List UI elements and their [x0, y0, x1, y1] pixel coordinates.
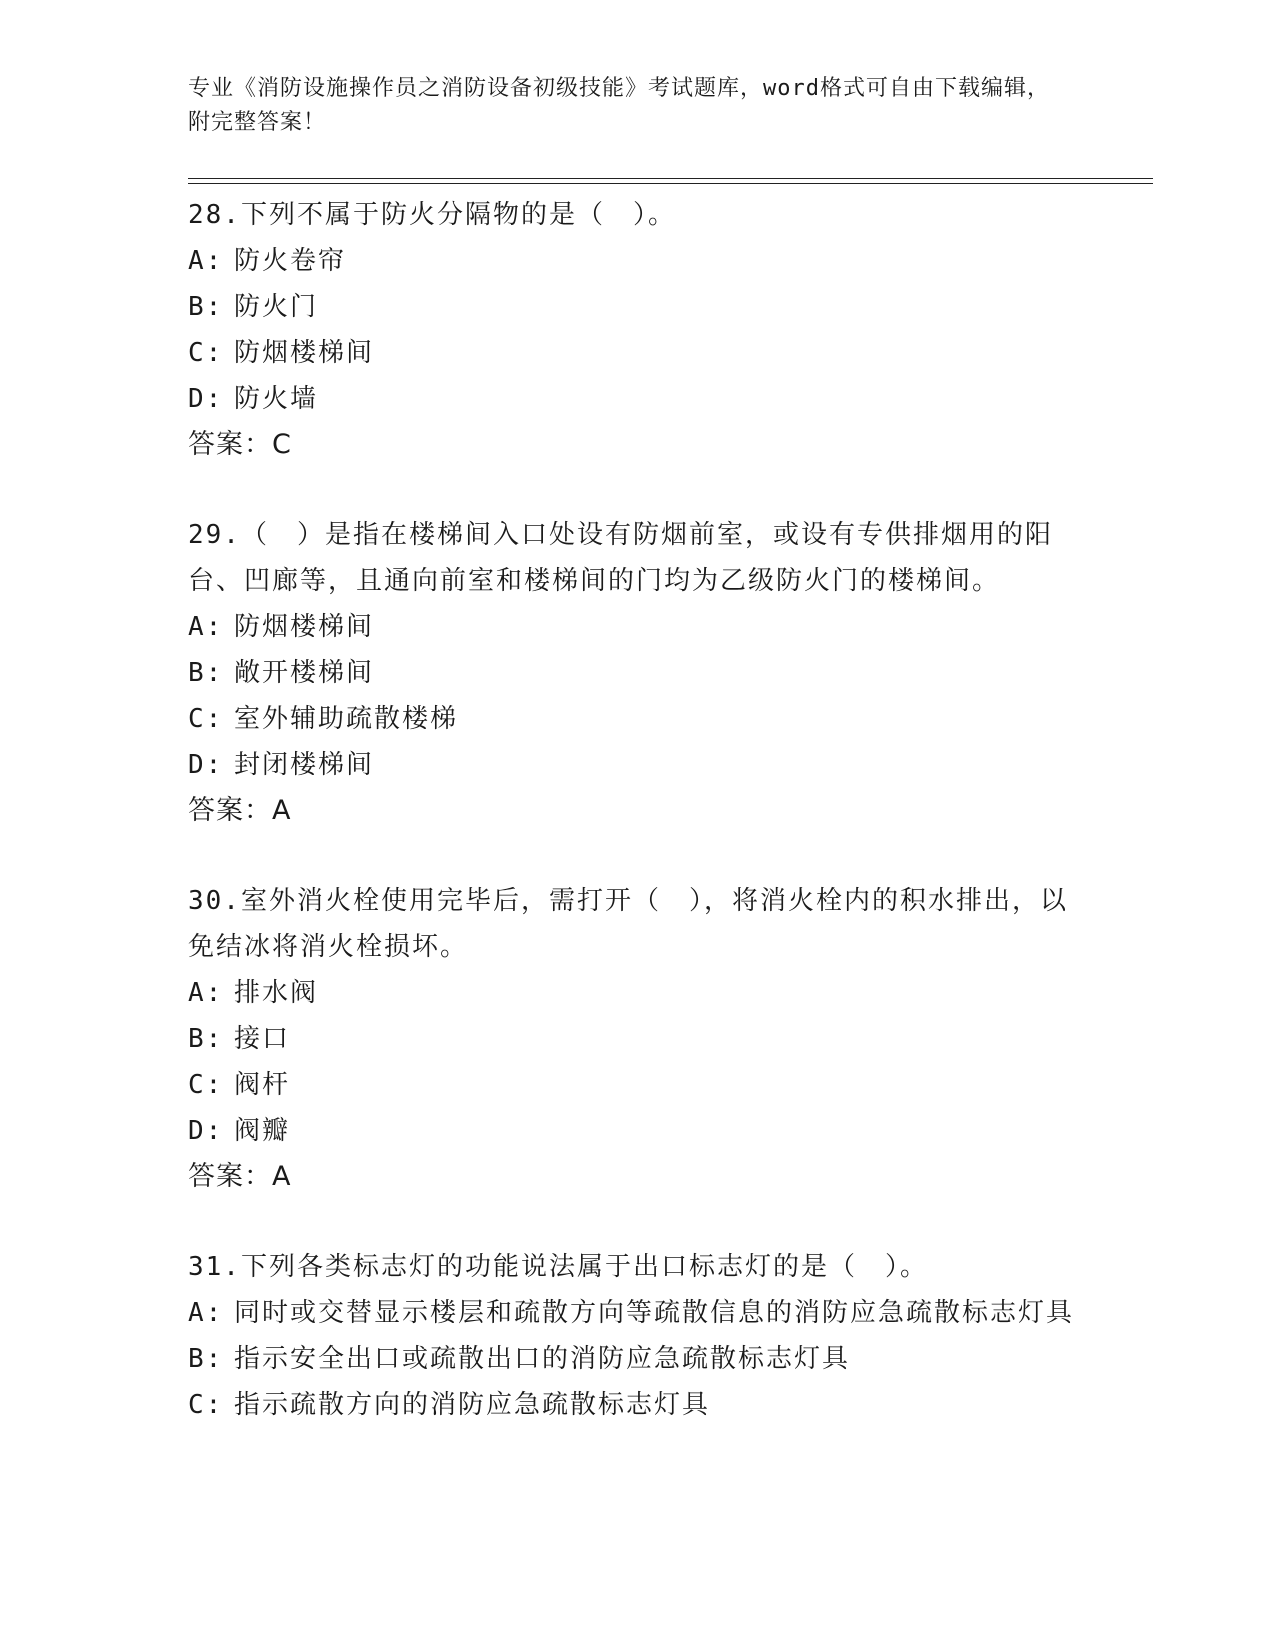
question-stem: 31.下列各类标志灯的功能说法属于出口标志灯的是（ ）。 — [188, 1252, 928, 1282]
option-letter: D: — [188, 1116, 224, 1146]
option-d — [188, 376, 1078, 422]
question-stem: 29.（ ）是指在楼梯间入口处设有防烟前室，或设有专供排烟用的阳台、凹廊等，且通向前室和楼梯间的门均为乙级防火门的楼梯间。 — [188, 520, 1053, 596]
option-a — [188, 238, 1078, 284]
answer-line: 答案：C — [188, 429, 292, 460]
option-c — [188, 1382, 1078, 1428]
question-29 — [188, 512, 1078, 834]
option-a — [188, 970, 1078, 1016]
option-text: 指示安全出口或疏散出口的消防应急疏散标志灯具 — [234, 1344, 851, 1374]
option-text: 封闭楼梯间 — [234, 750, 375, 780]
option-text: 接口 — [234, 1024, 291, 1054]
option-letter: C: — [188, 704, 224, 734]
option-c — [188, 330, 1078, 376]
question-31 — [188, 1244, 1078, 1428]
option-letter: A: — [188, 612, 224, 642]
option-letter: B: — [188, 1344, 224, 1374]
option-letter: B: — [188, 1024, 224, 1054]
document-header: 专业《消防设施操作员之消防设备初级技能》考试题库，word格式可自由下载编辑，附完整答案！ — [188, 76, 1050, 135]
option-letter: D: — [188, 384, 224, 414]
header-divider-bottom — [188, 183, 1153, 184]
option-letter: B: — [188, 292, 224, 322]
option-letter: A: — [188, 246, 224, 276]
answer-line: 答案：A — [188, 1161, 292, 1192]
option-text: 防烟楼梯间 — [234, 338, 375, 368]
question-list — [188, 192, 1078, 1472]
option-letter: A: — [188, 1298, 224, 1328]
option-letter: C: — [188, 1070, 224, 1100]
option-b — [188, 284, 1078, 330]
question-28 — [188, 192, 1078, 468]
option-text: 防火门 — [234, 292, 319, 322]
option-b — [188, 650, 1078, 696]
option-letter: A: — [188, 978, 224, 1008]
option-letter: B: — [188, 658, 224, 688]
answer-line: 答案：A — [188, 795, 292, 826]
option-text: 防火卷帘 — [234, 246, 347, 276]
option-text: 防烟楼梯间 — [234, 612, 375, 642]
option-letter: C: — [188, 338, 224, 368]
option-letter: D: — [188, 750, 224, 780]
option-a — [188, 1290, 1078, 1336]
option-b — [188, 1016, 1078, 1062]
option-d — [188, 742, 1078, 788]
option-text: 排水阀 — [234, 978, 319, 1008]
option-text: 阀瓣 — [234, 1116, 291, 1146]
option-text: 指示疏散方向的消防应急疏散标志灯具 — [234, 1390, 711, 1420]
option-text: 阀杆 — [234, 1070, 291, 1100]
option-text: 敞开楼梯间 — [234, 658, 375, 688]
option-letter: C: — [188, 1390, 224, 1420]
option-c — [188, 1062, 1078, 1108]
question-stem: 28.下列不属于防火分隔物的是（ ）。 — [188, 200, 676, 230]
option-text: 室外辅助疏散楼梯 — [234, 704, 459, 734]
option-b — [188, 1336, 1078, 1382]
option-text: 同时或交替显示楼层和疏散方向等疏散信息的消防应急疏散标志灯具 — [234, 1298, 1075, 1328]
header-divider-top — [188, 178, 1153, 179]
option-text: 防火墙 — [234, 384, 319, 414]
option-a — [188, 604, 1078, 650]
question-30 — [188, 878, 1078, 1200]
option-d — [188, 1108, 1078, 1154]
question-stem: 30.室外消火栓使用完毕后，需打开（ ），将消火栓内的积水排出，以免结冰将消火栓损坏。 — [188, 886, 1068, 962]
option-c — [188, 696, 1078, 742]
